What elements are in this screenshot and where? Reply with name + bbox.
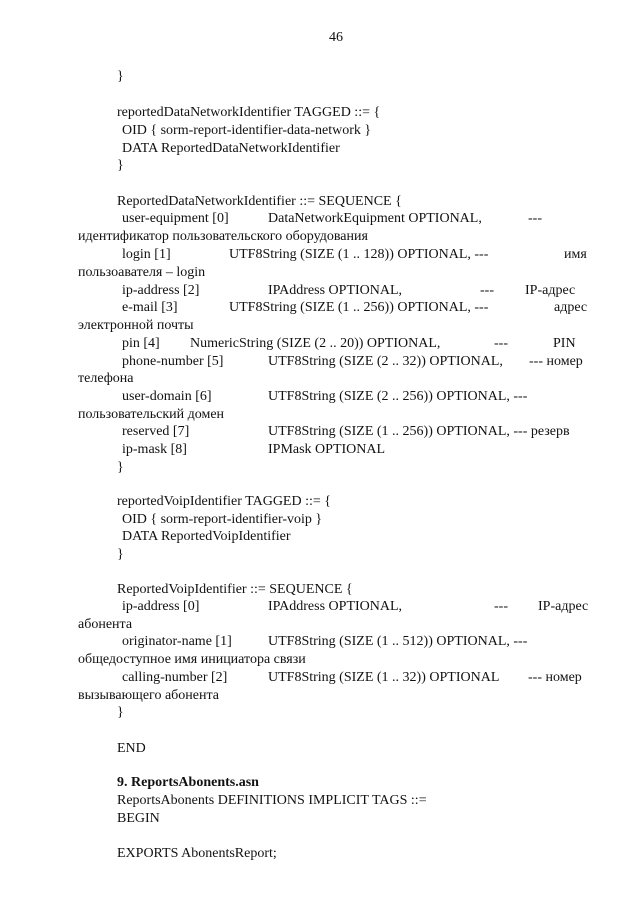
section-heading: 9. ReportsAbonents.asn [117, 775, 259, 790]
text-line: IPMask OPTIONAL [268, 442, 386, 457]
text-line: reportedDataNetworkIdentifier TAGGED ::= { [117, 105, 381, 120]
text-line: EXPORTS AbonentsReport; [117, 846, 277, 861]
text-line: --- [494, 336, 508, 351]
text-line: } [117, 69, 124, 84]
text-line: ReportsAbonents DEFINITIONS IMPLICIT TAGS ::= [117, 793, 427, 808]
text-line: ReportedDataNetworkIdentifier ::= SEQUENCE { [117, 194, 402, 209]
text-line: UTF8String (SIZE (2 .. 256)) OPTIONAL, --- [268, 389, 528, 404]
text-line: пользовательский домен [78, 407, 225, 422]
text-line: UTF8String (SIZE (2 .. 32)) OPTIONAL, [268, 354, 503, 369]
text-line: UTF8String (SIZE (1 .. 256)) OPTIONAL, --- [229, 300, 489, 315]
text-line: UTF8String (SIZE (1 .. 32)) OPTIONAL [268, 670, 500, 685]
text-line: --- номер [528, 670, 582, 685]
text-line: ReportedVoipIdentifier ::= SEQUENCE { [117, 582, 353, 597]
text-line: UTF8String (SIZE (1 .. 256)) OPTIONAL, --- резерв [268, 424, 570, 439]
text-line: phone-number [5] [122, 354, 224, 369]
text-line: ip-address [2] [122, 283, 200, 298]
text-line: DATA ReportedVoipIdentifier [122, 529, 291, 544]
text-line: } [117, 705, 124, 720]
text-line: login [1] [122, 247, 171, 262]
text-line: pin [4] [122, 336, 160, 351]
text-line: пользоавателя – login [78, 265, 206, 280]
text-line: ip-mask [8] [122, 442, 187, 457]
text-line: reportedVoipIdentifier TAGGED ::= { [117, 494, 331, 509]
text-line: user-domain [6] [122, 389, 212, 404]
text-line: IP-адрес [525, 283, 576, 298]
text-line: calling-number [2] [122, 670, 228, 685]
text-line: } [117, 547, 124, 562]
text-line: e-mail [3] [122, 300, 178, 315]
text-line: UTF8String (SIZE (1 .. 128)) OPTIONAL, --- [229, 247, 489, 262]
text-line: END [117, 741, 146, 756]
text-line: BEGIN [117, 811, 160, 826]
text-line: ip-address [0] [122, 599, 200, 614]
text-line: DATA ReportedDataNetworkIdentifier [122, 141, 340, 156]
text-line: имя [564, 247, 587, 262]
text-line: абонента [78, 617, 133, 632]
text-line: --- номер [529, 354, 583, 369]
text-line: } [117, 158, 124, 173]
text-line: IPAddress OPTIONAL, [268, 599, 403, 614]
text-line: originator-name [1] [122, 634, 232, 649]
text-line: OID { sorm-report-identifier-voip } [122, 512, 323, 527]
text-line: общедоступное имя инициатора связи [78, 652, 306, 667]
text-line: вызывающего абонента [78, 688, 219, 703]
text-line: IPAddress OPTIONAL, [268, 283, 403, 298]
text-line: user-equipment [0] [122, 211, 229, 226]
text-line: OID { sorm-report-identifier-data-network } [122, 123, 372, 138]
text-line: DataNetworkEquipment OPTIONAL, [268, 211, 482, 226]
text-line: PIN [553, 336, 576, 351]
text-line: reserved [7] [122, 424, 190, 439]
text-line: идентификатор пользовательского оборудования [78, 229, 368, 244]
text-line: NumericString (SIZE (2 .. 20)) OPTIONAL, [190, 336, 441, 351]
text-line: электронной почты [78, 318, 194, 333]
text-line: --- [528, 211, 542, 226]
text-line: адрес [554, 300, 588, 315]
text-line: IP-адрес [538, 599, 589, 614]
text-line: --- [494, 599, 508, 614]
text-line: --- [480, 283, 494, 298]
text-line: UTF8String (SIZE (1 .. 512)) OPTIONAL, --- [268, 634, 528, 649]
page-number: 46 [329, 30, 343, 45]
text-line: } [117, 460, 124, 475]
text-line: телефона [78, 371, 134, 386]
